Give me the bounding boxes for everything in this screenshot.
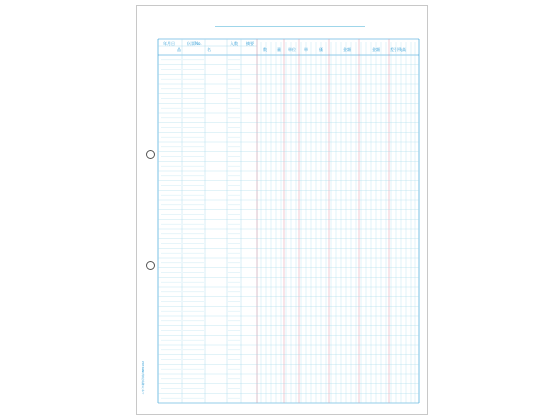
- header-slip-no: 伝票No.: [187, 41, 202, 46]
- header-amount-2: 金額: [372, 47, 380, 52]
- header-qty-1: 数: [263, 47, 267, 52]
- ledger-sheet: [136, 5, 428, 415]
- header-name-label: 名: [207, 47, 211, 52]
- header-receipt: 入数: [230, 41, 238, 46]
- header-summary: 摘要: [246, 41, 254, 46]
- header-item-label: 品: [177, 47, 181, 52]
- footer-code: ヒサゴ株式会社 BP0102: [141, 361, 145, 395]
- header-qty-2: 量: [277, 47, 281, 52]
- header-price-2: 価: [319, 47, 323, 52]
- ledger-grid: [137, 6, 429, 416]
- header-price-1: 単: [304, 47, 308, 52]
- header-unit: 単位: [288, 47, 296, 52]
- header-date: 年月日: [163, 41, 175, 46]
- header-remarks: 差引残高: [390, 47, 406, 52]
- header-amount-1: 金額: [343, 47, 351, 52]
